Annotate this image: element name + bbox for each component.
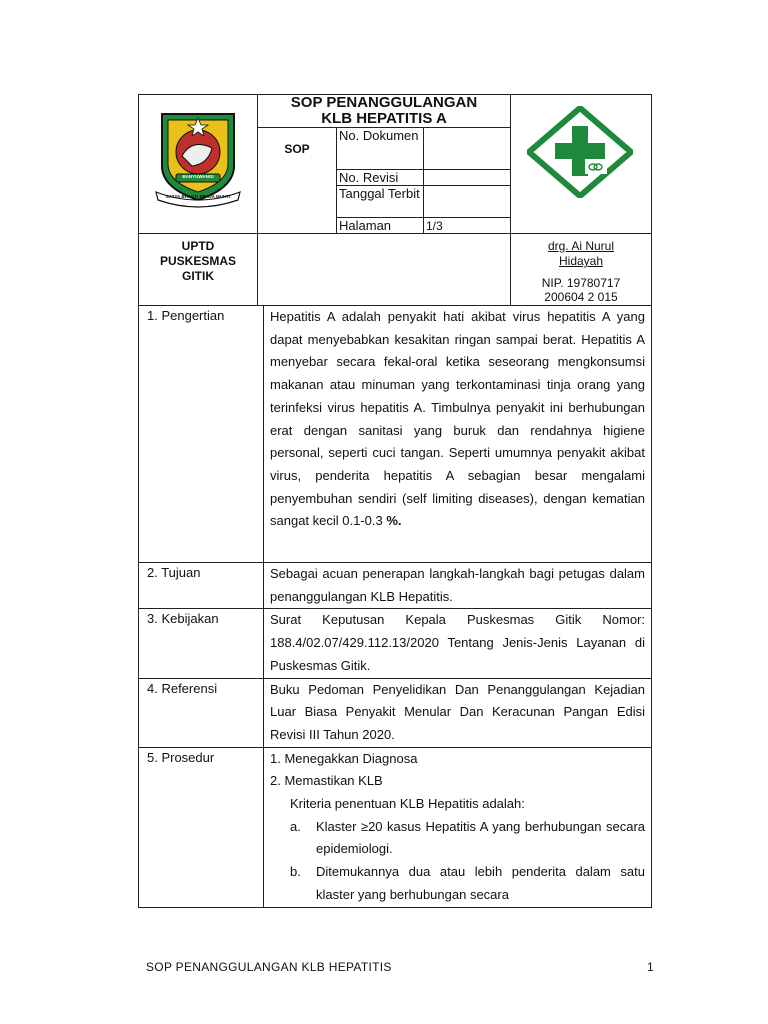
meta-row-no-dokumen [336,127,511,170]
emblem-ribbon-text: BANYUWANGI [182,174,214,179]
banyuwangi-emblem-icon [152,108,244,208]
blank-cell [257,233,511,306]
sop-header [138,94,652,306]
table-row [139,678,652,747]
document-title [257,94,511,127]
meta-row-no-revisi [336,169,511,186]
meta-label: No. Revisi [337,170,424,185]
title-line-1: SOP PENANGGULANGAN [290,94,478,111]
procedure-step: 1. Menegakkan Diagnosa [270,750,418,766]
table-row [139,306,652,563]
meta-row-halaman [336,217,511,234]
pengertian-text: Hepatitis A adalah penyakit hati akibat virus hepatitis A yang dapat menyebabkan kesakitan ringan sampai berat. Hepatitis A menyebar secara fekal-oral ketika seseorang mengkonsumsi makanan atau minuman yang terkontaminasi tinja orang yang terinfeksi virus hepatitis A. Timbulnya penyakit ini berhubungan erat dengan sanitasi yang buruk dan rendahnya higiene personal, seperti cuci tangan. Seperti umumnya penyakit akibat virus, penderita hepatitis A sebagian besar mengalami penyembuhan sendiri (self limiting diseases), dengan kematian sangat kecil 0.1-0.3 [270,309,645,529]
section-text [264,306,652,563]
procedure-step: 2. Memastikan KLB [270,773,383,789]
procedure-cell [264,747,652,907]
org-line-3: GITIK [182,269,214,283]
criteria-key: a. [290,818,301,834]
meta-label: Tanggal Terbit [337,186,424,217]
table-row [139,609,652,678]
meta-label: No. Dokumen [337,128,424,169]
emblem-motto: SATYA BHAKTI PRAJA MUKTI [165,194,231,199]
sop-label: SOP [284,142,310,156]
pengertian-tail: %. [382,513,402,529]
org-line-2: PUSKESMAS [159,254,236,268]
criteria-intro: Kriteria penentuan KLB Hepatitis adalah: [290,796,525,812]
list-item [270,816,645,861]
criteria-text: Ditemukannya dua atau lebih penderita dalam satu klaster yang berhubungan secara [316,864,645,902]
meta-value [423,128,510,169]
footer-page-number: 1 [647,960,654,974]
meta-label: Halaman [337,218,424,233]
section-text: Sebagai acuan penerapan langkah-langkah bagi petugas dalam penanggulangan KLB Hepatitis. [264,563,652,609]
criteria-text: Klaster ≥20 kasus Hepatitis A yang berhubungan secara epidemiologi. [316,818,645,857]
section-text: Surat Keputusan Kepala Puskesmas Gitik Nomor: 188.4/02.07/429.112.13/2020 Tentang Jenis-Jenis Layanan di Puskesmas Gitik. [264,609,652,678]
table-row [139,747,652,907]
signer-name: drg. Ai Nurul Hidayah [547,239,615,268]
meta-value [423,186,510,217]
criteria-key: b. [290,864,301,880]
org-line-1: UPTD [181,239,215,253]
signer-nip: NIP. 19780717 200604 2 015 [541,276,621,304]
footer-title: SOP PENANGGULANGAN KLB HEPATITIS [146,960,392,974]
list-item [270,861,645,906]
meta-value: 1/3 [426,219,443,233]
section-label: 2. Tujuan [139,563,264,609]
meta-row-tanggal-terbit [336,185,511,218]
section-label: 4. Referensi [139,678,264,747]
section-label: 1. Pengertian [139,306,264,563]
title-line-2: KLB HEPATITIS A [321,110,447,127]
org-name [138,239,258,284]
meta-value [423,170,510,185]
section-label: 5. Prosedur [139,747,264,907]
sop-content-table [138,305,652,908]
table-row [139,563,652,609]
section-text: Buku Pedoman Penyelidikan Dan Penanggulangan Kejadian Luar Biasa Penyakit Menular Dan Keracunan Pangan Edisi Revisi III Tahun 2020. [264,678,652,747]
puskesmas-logo-icon [527,106,633,198]
section-label: 3. Kebijakan [139,609,264,678]
